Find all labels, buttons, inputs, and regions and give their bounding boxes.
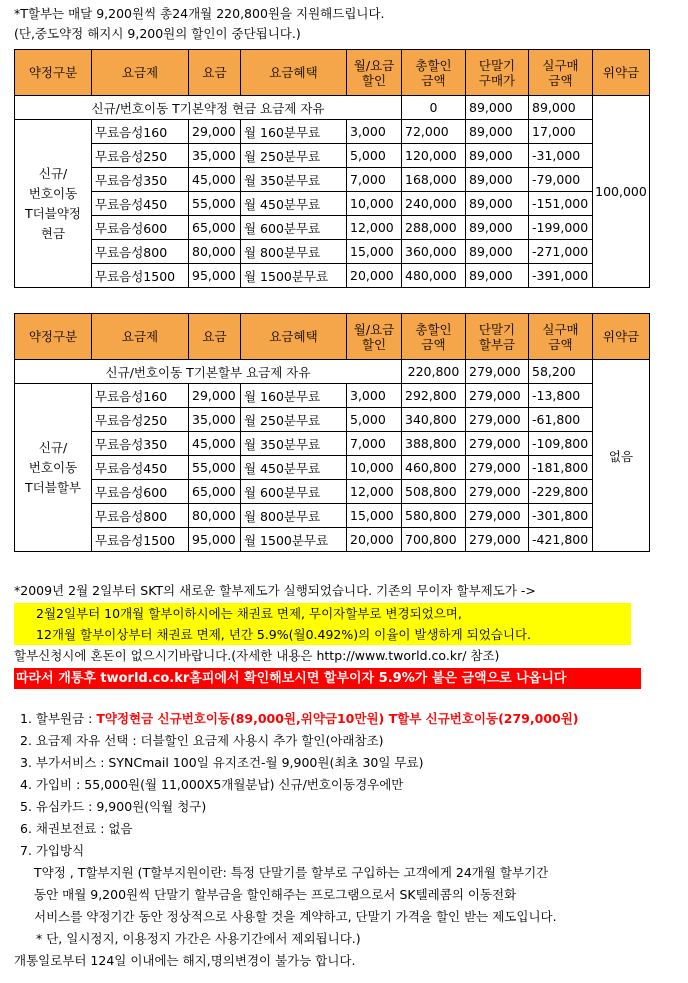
header-cell: 요금혜택 [241, 50, 347, 96]
fee-cell: 55,000 [189, 456, 241, 480]
actual-price-cell: -199,000 [529, 216, 593, 240]
info-list [14, 708, 579, 972]
list-desc-1: T약정 , T할부지원 (T할부지원이란: 특정 단말기를 할부로 구입하는 고객에게 24개월 할부기간 [34, 865, 549, 880]
plan-name-cell: 무료음성450 [92, 456, 189, 480]
table-row [15, 216, 650, 240]
actual-price-cell: -301,800 [529, 504, 593, 528]
total-discount-cell: 168,000 [402, 168, 466, 192]
header-cell: 요금혜택 [241, 314, 347, 360]
benefit-cell: 월 450분무료 [241, 456, 347, 480]
device-price-cell: 89,000 [466, 264, 529, 288]
benefit-cell: 월 800분무료 [241, 240, 347, 264]
device-price-cell: 89,000 [466, 96, 529, 120]
actual-price-cell: 58,200 [529, 360, 593, 384]
device-price-cell: 89,000 [466, 120, 529, 144]
benefit-cell: 월 250분무료 [241, 408, 347, 432]
list-item-1: 1. 할부원금 : T약정현금 신규번호이동(89,000원,위약금10만원) T할부 신규번호이동(279,000원) [20, 711, 579, 726]
header-cell: 요금 [189, 50, 241, 96]
header-cell: 실구매 금액 [529, 314, 593, 360]
header-cell: 위약금 [593, 314, 650, 360]
table-row [15, 504, 650, 528]
monthly-discount-cell: 7,000 [347, 168, 402, 192]
fee-cell: 55,000 [189, 192, 241, 216]
free-plan-row [15, 360, 650, 384]
header-cell: 단말기 구매가 [466, 50, 529, 96]
monthly-discount-cell: 5,000 [347, 408, 402, 432]
table-row [15, 240, 650, 264]
total-discount-cell: 292,800 [402, 384, 466, 408]
monthly-discount-cell: 3,000 [347, 120, 402, 144]
list-item-2: 2. 요금제 자유 선택 : 더블할인 요금제 사용시 추가 할인(아래참조) [20, 733, 384, 748]
notice-highlight [14, 603, 631, 645]
list-item-5: 5. 유심카드 : 9,900원(익월 청구) [20, 799, 207, 814]
penalty-cell: 없음 [593, 360, 650, 552]
table-row [15, 144, 650, 168]
plan-name-cell: 무료음성160 [92, 384, 189, 408]
plan-name-cell: 무료음성350 [92, 168, 189, 192]
header-cell: 실구매 금액 [529, 50, 593, 96]
list-item-6: 6. 채권보전료 : 없음 [20, 821, 133, 836]
total-discount-cell: 700,800 [402, 528, 466, 552]
total-discount-cell: 480,000 [402, 264, 466, 288]
monthly-discount-cell: 10,000 [347, 192, 402, 216]
total-discount-cell: 360,000 [402, 240, 466, 264]
fee-cell: 45,000 [189, 432, 241, 456]
plan-table-1 [14, 49, 650, 288]
list-item-7: 7. 가입방식 [20, 843, 85, 858]
table-row [15, 168, 650, 192]
table-row [15, 528, 650, 552]
table-row [15, 264, 650, 288]
actual-price-cell: -391,000 [529, 264, 593, 288]
total-discount-cell: 288,000 [402, 216, 466, 240]
device-price-cell: 89,000 [466, 192, 529, 216]
plan-name-cell: 무료음성600 [92, 480, 189, 504]
penalty-cell: 100,000 [593, 96, 650, 288]
free-plan-label: 신규/번호이동 T기본할부 요금제 자유 [15, 360, 402, 384]
fee-cell: 29,000 [189, 120, 241, 144]
plan-name-cell: 무료음성160 [92, 120, 189, 144]
actual-price-cell: -181,800 [529, 456, 593, 480]
benefit-cell: 월 800분무료 [241, 504, 347, 528]
benefit-cell: 월 350분무료 [241, 168, 347, 192]
actual-price-cell: -109,800 [529, 432, 593, 456]
actual-price-cell: 89,000 [529, 96, 593, 120]
device-price-cell: 279,000 [466, 360, 529, 384]
plan-name-cell: 무료음성450 [92, 192, 189, 216]
table-row [15, 456, 650, 480]
free-plan-row [15, 96, 650, 120]
plan-name-cell: 무료음성1500 [92, 528, 189, 552]
header-cell: 약정구분 [15, 50, 92, 96]
benefit-cell: 월 250분무료 [241, 144, 347, 168]
notice-line-1: *2009년 2월 2일부터 SKT의 새로운 할부제도가 실행되었습니다. 기존의 무이자 할부제도가 -> [14, 583, 536, 598]
monthly-discount-cell: 15,000 [347, 504, 402, 528]
notice-line-4: 할부신청시에 혼돈이 없으시기바랍니다.(자세한 내용은 http://www.tworld.co.kr/ 참조) [14, 648, 500, 663]
total-discount-cell: 240,000 [402, 192, 466, 216]
total-discount-cell: 388,800 [402, 432, 466, 456]
actual-price-cell: -229,800 [529, 480, 593, 504]
actual-price-cell: -79,000 [529, 168, 593, 192]
actual-price-cell: -151,000 [529, 192, 593, 216]
fee-cell: 80,000 [189, 504, 241, 528]
total-discount-cell: 0 [402, 96, 466, 120]
device-price-cell: 279,000 [466, 408, 529, 432]
intro-line-2: (단,중도약정 해지시 9,200원의 할인이 중단됩니다.) [14, 26, 301, 41]
list-desc-4: * 단, 일시정지, 이용정지 가간은 사용기간에서 제외됩니다.) [36, 931, 361, 946]
fee-cell: 80,000 [189, 240, 241, 264]
benefit-cell: 월 600분무료 [241, 216, 347, 240]
header-cell: 월/요금 할인 [347, 314, 402, 360]
actual-price-cell: -31,000 [529, 144, 593, 168]
free-plan-label: 신규/번호이동 T기본약정 현금 요금제 자유 [15, 96, 402, 120]
monthly-discount-cell: 12,000 [347, 216, 402, 240]
device-price-cell: 279,000 [466, 504, 529, 528]
intro-line-1: *T할부는 매달 9,200원씩 총24개월 220,800원을 지원해드립니다. [14, 6, 385, 21]
contract-group-label: 신규/ 번호이동 T더블할부 [15, 384, 92, 552]
monthly-discount-cell: 12,000 [347, 480, 402, 504]
benefit-cell: 월 160분무료 [241, 384, 347, 408]
table-row [15, 192, 650, 216]
plan-name-cell: 무료음성250 [92, 408, 189, 432]
benefit-cell: 월 160분무료 [241, 120, 347, 144]
device-price-cell: 89,000 [466, 168, 529, 192]
total-discount-cell: 580,800 [402, 504, 466, 528]
monthly-discount-cell: 20,000 [347, 264, 402, 288]
monthly-discount-cell: 20,000 [347, 528, 402, 552]
fee-cell: 29,000 [189, 384, 241, 408]
fee-cell: 45,000 [189, 168, 241, 192]
actual-price-cell: -421,800 [529, 528, 593, 552]
device-price-cell: 89,000 [466, 144, 529, 168]
total-discount-cell: 72,000 [402, 120, 466, 144]
plan-table-2 [14, 313, 650, 552]
device-price-cell: 279,000 [466, 432, 529, 456]
table-row [15, 384, 650, 408]
monthly-discount-cell: 7,000 [347, 432, 402, 456]
header-cell: 총할인 금액 [402, 314, 466, 360]
notice-red-banner: 따라서 개통후 tworld.co.kr홈피에서 확인해보시면 할부이자 5.9%가 붙은 금액으로 나옵니다 [14, 668, 641, 689]
header-cell: 요금제 [92, 314, 189, 360]
monthly-discount-cell: 3,000 [347, 384, 402, 408]
header-cell: 요금 [189, 314, 241, 360]
header-cell: 월/요금 할인 [347, 50, 402, 96]
benefit-cell: 월 1500분무료 [241, 528, 347, 552]
actual-price-cell: -61,800 [529, 408, 593, 432]
device-price-cell: 279,000 [466, 528, 529, 552]
device-price-cell: 279,000 [466, 456, 529, 480]
fee-cell: 35,000 [189, 144, 241, 168]
benefit-cell: 월 600분무료 [241, 480, 347, 504]
header-cell: 요금제 [92, 50, 189, 96]
monthly-discount-cell: 10,000 [347, 456, 402, 480]
list-item-3: 3. 부가서비스 : SYNCmail 100일 유지조건-월 9,900원(최초 30일 무료) [20, 755, 424, 770]
header-cell: 위약금 [593, 50, 650, 96]
total-discount-cell: 120,000 [402, 144, 466, 168]
list-item-4: 4. 가입비 : 55,000원(월 11,000X5개월분납) 신규/번호이동경우에만 [20, 777, 404, 792]
benefit-cell: 월 350분무료 [241, 432, 347, 456]
plan-name-cell: 무료음성350 [92, 432, 189, 456]
plan-name-cell: 무료음성800 [92, 240, 189, 264]
header-cell: 단말기 할부금 [466, 314, 529, 360]
benefit-cell: 월 1500분무료 [241, 264, 347, 288]
table-row [15, 480, 650, 504]
fee-cell: 95,000 [189, 528, 241, 552]
fee-cell: 65,000 [189, 480, 241, 504]
plan-name-cell: 무료음성800 [92, 504, 189, 528]
header-cell: 총할인 금액 [402, 50, 466, 96]
device-price-cell: 89,000 [466, 240, 529, 264]
device-price-cell: 279,000 [466, 384, 529, 408]
total-discount-cell: 508,800 [402, 480, 466, 504]
device-price-cell: 279,000 [466, 480, 529, 504]
table-row [15, 408, 650, 432]
actual-price-cell: -13,800 [529, 384, 593, 408]
table-row [15, 120, 650, 144]
total-discount-cell: 460,800 [402, 456, 466, 480]
actual-price-cell: 17,000 [529, 120, 593, 144]
total-discount-cell: 340,800 [402, 408, 466, 432]
fee-cell: 35,000 [189, 408, 241, 432]
list-desc-2: 동안 매월 9,200원씩 단말기 할부금을 할인해주는 프로그램으로서 SK텔레콤의 이동전화 [34, 887, 517, 902]
list-item-1-highlight: T약정현금 신규번호이동(89,000원,위약금10만원) T할부 신규번호이동(279,000원) [96, 711, 579, 726]
total-discount-cell: 220,800 [402, 360, 466, 384]
benefit-cell: 월 450분무료 [241, 192, 347, 216]
header-cell: 약정구분 [15, 314, 92, 360]
plan-name-cell: 무료음성600 [92, 216, 189, 240]
plan-name-cell: 무료음성1500 [92, 264, 189, 288]
notice-line-2: 2월2일부터 10개월 할부이하시에는 채권료 면제, 무이자할부로 변경되었으며, [36, 606, 462, 621]
fee-cell: 95,000 [189, 264, 241, 288]
fee-cell: 65,000 [189, 216, 241, 240]
notice-line-3: 12개월 할부이상부터 채권료 면제, 년간 5.9%(월0.492%)의 이율이 발생하게 되었습니다. [36, 627, 531, 642]
actual-price-cell: -271,000 [529, 240, 593, 264]
contract-group-label: 신규/ 번호이동 T더블약정 현금 [15, 120, 92, 288]
monthly-discount-cell: 5,000 [347, 144, 402, 168]
monthly-discount-cell: 15,000 [347, 240, 402, 264]
list-desc-3: 서비스를 약정기간 동안 정상적으로 사용할 것을 계약하고, 단말기 가격을 할인 받는 제도입니다. [34, 909, 557, 924]
device-price-cell: 89,000 [466, 216, 529, 240]
footer-note: 개통일로부터 124일 이내에는 해지,명의변경이 불가능 합니다. [14, 953, 356, 968]
table-row [15, 432, 650, 456]
plan-name-cell: 무료음성250 [92, 144, 189, 168]
